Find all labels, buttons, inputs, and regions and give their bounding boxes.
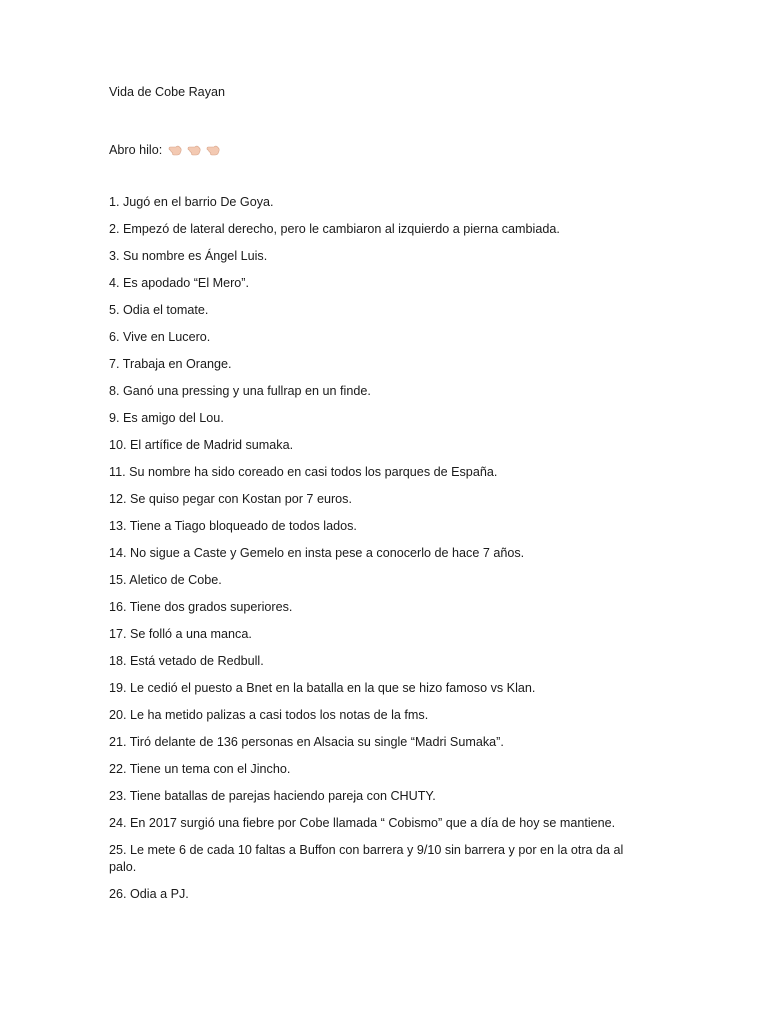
- pointing-hand-icon: [168, 144, 182, 156]
- list-item: 11. Su nombre ha sido coreado en casi todos los parques de España.: [109, 465, 498, 479]
- list-item: 12. Se quiso pegar con Kostan por 7 euros.: [109, 492, 352, 506]
- list-item: 19. Le cedió el puesto a Bnet en la batalla en la que se hizo famoso vs Klan.: [109, 681, 536, 695]
- list-item: 22. Tiene un tema con el Jincho.: [109, 762, 291, 776]
- list-item: 13. Tiene a Tiago bloqueado de todos lados.: [109, 519, 357, 533]
- document-content: [109, 84, 649, 916]
- list-item: 6. Vive en Lucero.: [109, 330, 211, 344]
- list-item: 10. El artífice de Madrid sumaka.: [109, 438, 294, 452]
- list-item: 18. Está vetado de Redbull.: [109, 654, 264, 668]
- facts-list: [109, 194, 649, 903]
- list-item: 9. Es amigo del Lou.: [109, 411, 224, 425]
- list-item: 3. Su nombre es Ángel Luis.: [109, 249, 268, 263]
- list-item: 24. En 2017 surgió una fiebre por Cobe llamada “ Cobismo” que a día de hoy se mantiene.: [109, 816, 616, 830]
- intro-label: Abro hilo:: [109, 142, 163, 157]
- list-item: 2. Empezó de lateral derecho, pero le cambiaron al izquierdo a pierna cambiada.: [109, 222, 560, 236]
- list-item: 7. Trabaja en Orange.: [109, 357, 232, 371]
- list-item: 14. No sigue a Caste y Gemelo en insta pese a conocerlo de hace 7 años.: [109, 546, 525, 560]
- list-item: 20. Le ha metido palizas a casi todos los notas de la fms.: [109, 708, 429, 722]
- list-item: 25. Le mete 6 de cada 10 faltas a Buffon con barrera y 9/10 sin barrera y por en la otra da al palo.: [109, 843, 624, 874]
- list-item: 16. Tiene dos grados superiores.: [109, 600, 293, 614]
- list-item: 8. Ganó una pressing y una fullrap en un finde.: [109, 384, 371, 398]
- list-item: 1. Jugó en el barrio De Goya.: [109, 195, 274, 209]
- list-item: 26. Odia a PJ.: [109, 887, 189, 901]
- list-item: 4. Es apodado “El Mero”.: [109, 276, 250, 290]
- list-item: 5. Odia el tomate.: [109, 303, 209, 317]
- pointing-hand-icon: [206, 144, 220, 156]
- list-item: 15. Aletico de Cobe.: [109, 573, 222, 587]
- list-item: 23. Tiene batallas de parejas haciendo pareja con CHUTY.: [109, 789, 436, 803]
- document-title: Vida de Cobe Rayan: [109, 85, 225, 99]
- pointing-hand-icon: [187, 144, 201, 156]
- list-item: 17. Se folló a una manca.: [109, 627, 252, 641]
- intro-line: [109, 140, 649, 160]
- list-item: 21. Tiró delante de 136 personas en Alsacia su single “Madri Sumaka”.: [109, 735, 504, 749]
